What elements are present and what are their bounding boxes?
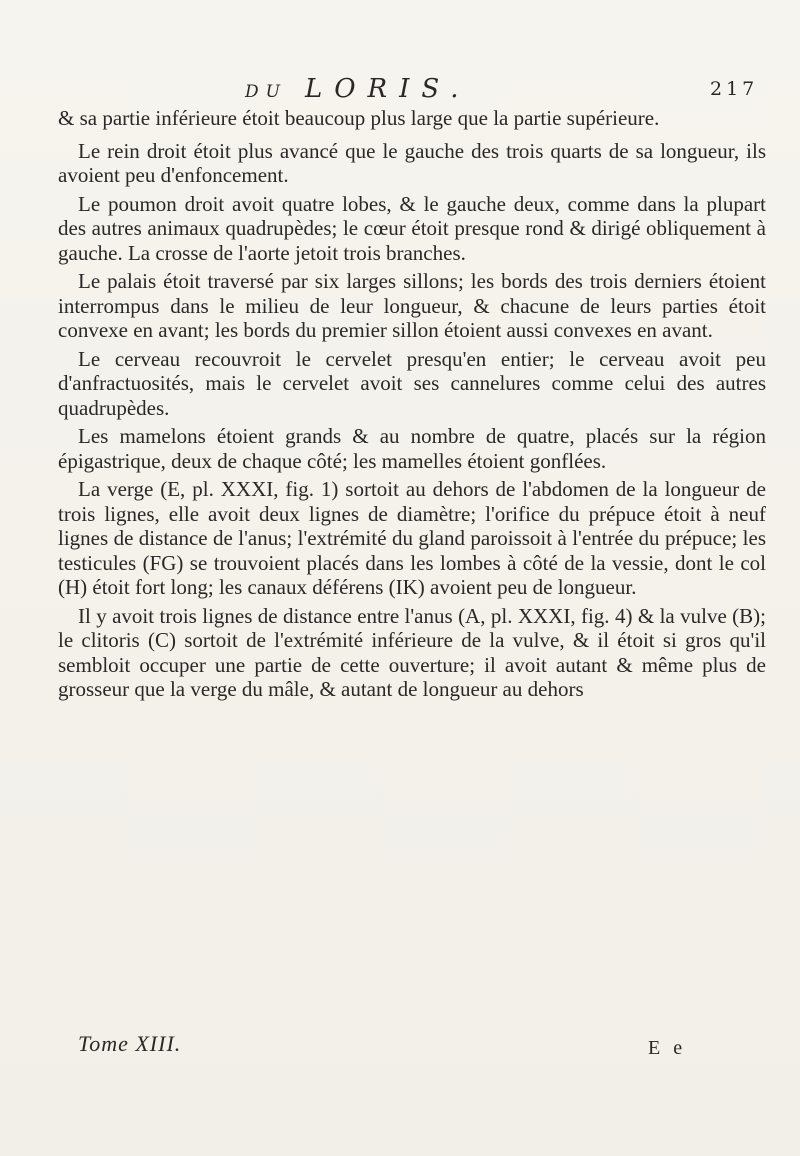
paragraph-mamelons: Les mamelons étoient grands & au nombre de quatre, placés sur la région épigastrique, deux de chaque côté; les mamelles étoient gonflées. <box>58 424 766 473</box>
paragraph-continuation: & sa partie inférieure étoit beaucoup plus large que la partie supérieure. <box>58 106 660 130</box>
paragraph-palais: Le palais étoit traversé par six larges sillons; les bords des trois derniers étoient interrompus dans le milieu de leur longueur, & chacune de leurs parties étoit convexe en avant; les bords du premier sillon étoient aussi convexes en avant. <box>58 269 766 342</box>
running-head <box>245 74 471 104</box>
paragraph-poumon: Le poumon droit avoit quatre lobes, & le gauche deux, comme dans la plupart des autres animaux quadrupèdes; le cœur étoit presque rond & dirigé obliquement à gauche. La crosse de l'aorte jetoit trois branches. <box>58 191 766 265</box>
page-footer <box>78 1031 758 1057</box>
tome-label: Tome XIII. <box>78 1031 182 1056</box>
running-head-title: LORIS. <box>304 74 471 104</box>
signature-mark: E e <box>648 1037 687 1059</box>
body-text <box>58 106 766 706</box>
paragraph-cerveau: Le cerveau recouvroit le cervelet presqu'en entier; le cerveau avoit peu d'anfractuosités, mais le cervelet avoit ses cannelures comme celui des autres quadrupèdes. <box>58 346 766 420</box>
page-number: 217 <box>710 78 759 100</box>
paragraph-rein: Le rein droit étoit plus avancé que le gauche des trois quarts de sa longueur, ils avoient peu d'enfoncement. <box>58 138 766 187</box>
paragraph-verge: La verge (E, pl. XXXI, fig. 1) sortoit au dehors de l'abdomen de la longueur de trois lignes, elle avoit deux lignes de diamètre; l'orifice du prépuce étoit à neuf lignes de distance de l'anus; l'extrémité du gland paroissoit à l'entrée du prépuce; les testicules (FG) se trouvoient placés dans les lombes à côté de la vessie, dont le col (H) étoit fort long; les canaux déférens (IK) avoient peu de longueur. <box>58 477 766 599</box>
paragraph-anus-vulve: Il y avoit trois lignes de distance entre l'anus (A, pl. XXXI, fig. 4) & la vulve (B); le clitoris (C) sortoit de l'extrémité inférieure de la vulve, & il étoit si gros qu'il sembloit occuper une partie de cette ouverture; il avoit autant & même plus de grosseur que la verge du mâle, & autant de longueur au dehors <box>58 603 766 701</box>
running-head-prefix: DU <box>245 82 287 102</box>
